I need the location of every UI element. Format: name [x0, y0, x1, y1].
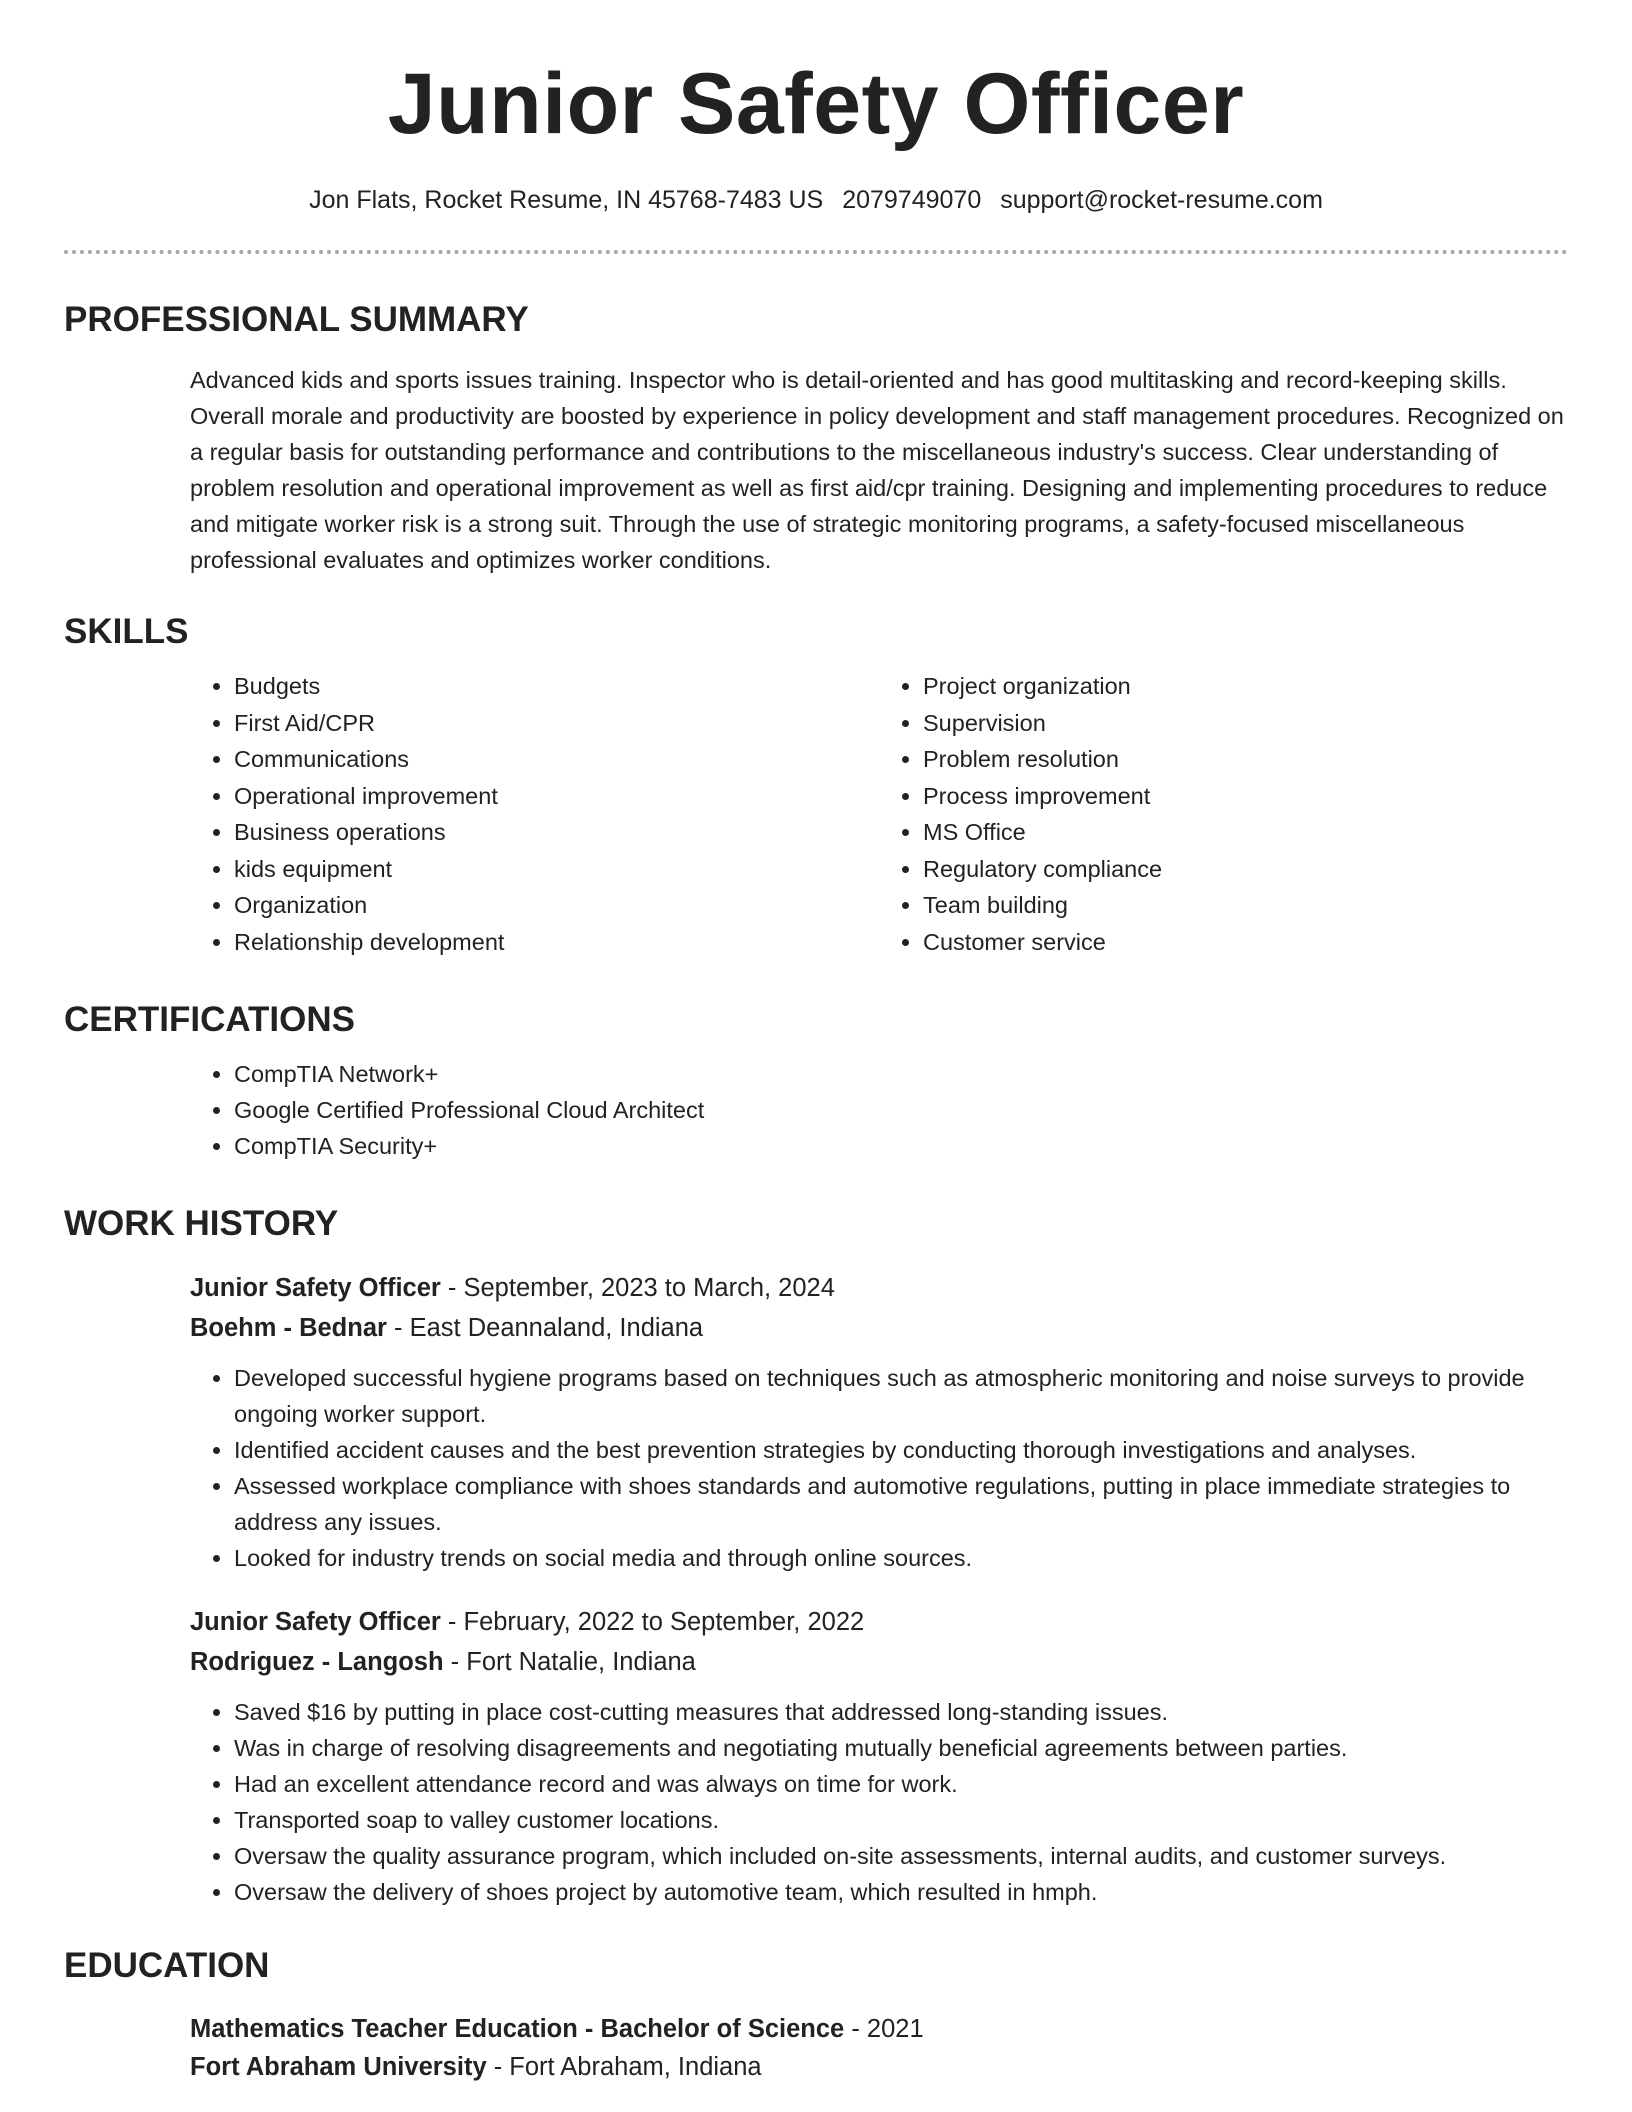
skill-item: • MS Office: [923, 814, 1568, 851]
professional-summary-section: [64, 298, 1568, 578]
job-bullet: • Transported soap to valley customer locations.: [234, 1802, 1568, 1838]
contact-line: [64, 184, 1568, 216]
certification-item: • CompTIA Security+: [234, 1128, 1568, 1164]
section-heading-education: EDUCATION: [64, 1946, 270, 1985]
job-bullet: • Oversaw the quality assurance program, which included on-site assessments, internal audits, and customer surveys.: [234, 1838, 1568, 1874]
certification-item: • CompTIA Network+: [234, 1056, 1568, 1092]
certification-item: • Google Certified Professional Cloud Architect: [234, 1092, 1568, 1128]
job-bullet: • Assessed workplace compliance with shoes standards and automotive regulations, putting in place immediate strategies to address any issues.: [234, 1468, 1568, 1540]
job-location: - East Deannaland, Indiana: [386, 1314, 704, 1342]
job-company: Rodriguez - Langosh: [190, 1648, 444, 1676]
job-title-line: [190, 1268, 1568, 1308]
job-bullet: • Was in charge of resolving disagreements and negotiating mutually beneficial agreements between parties.: [234, 1730, 1568, 1766]
skill-item: • Process improvement: [923, 778, 1568, 815]
skill-item: • Operational improvement: [234, 778, 879, 815]
skills-left-column: [190, 668, 879, 960]
section-heading-skills: SKILLS: [64, 612, 189, 651]
skill-item: • Project organization: [923, 668, 1568, 705]
job-entry: [190, 1602, 1568, 1910]
skill-item: • First Aid/CPR: [234, 705, 879, 742]
summary-text: Advanced kids and sports issues training. Inspector who is detail-oriented and has good multitasking and record-keeping skills. Overall morale and productivity are boosted by experience in policy development and staff management procedures. Recognized on a regular basis for outstanding performance and contributions to the miscellaneous industry's success. Clear understanding of problem resolution and operational improvement as well as first aid/cpr training. Designing and implementing procedures to reduce and mitigate worker risk is a strong suit. Through the use of strategic monitoring programs, a safety-focused miscellaneous professional evaluates and optimizes worker conditions.: [190, 367, 1564, 573]
education-degree-line: [190, 2010, 1568, 2048]
job-company-line: [190, 1642, 1568, 1682]
job-company-line: [190, 1308, 1568, 1348]
job-bullet: • Saved $16 by putting in place cost-cutting measures that addressed long-standing issues.: [234, 1694, 1568, 1730]
skill-item: • Problem resolution: [923, 741, 1568, 778]
job-title: Junior Safety Officer: [190, 1608, 441, 1636]
contact-address: Jon Flats, Rocket Resume, IN 45768-7483 US: [309, 186, 824, 214]
header-divider: [64, 250, 1568, 254]
education-school-line: [190, 2048, 1568, 2086]
skills-columns: [190, 668, 1568, 960]
section-heading-work-history: WORK HISTORY: [64, 1204, 339, 1243]
job-title: Junior Safety Officer: [190, 1274, 441, 1302]
work-history-section: [64, 1202, 1568, 1910]
education-degree: Mathematics Teacher Education - Bachelor of Science: [190, 2015, 845, 2043]
contact-phone: 2079749070: [842, 186, 982, 214]
certifications-list: [190, 1056, 1568, 1164]
job-bullet: • Identified accident causes and the best prevention strategies by conducting thorough investigations and analyses.: [234, 1432, 1568, 1468]
education-entry: [190, 2010, 1568, 2086]
job-bullet: • Developed successful hygiene programs based on techniques such as atmospheric monitoring and noise surveys to provide ongoing worker support.: [234, 1360, 1568, 1432]
job-bullet: • Oversaw the delivery of shoes project by automotive team, which resulted in hmph.: [234, 1874, 1568, 1910]
skill-item: • Business operations: [234, 814, 879, 851]
job-bullets: [190, 1694, 1568, 1910]
education-year: - 2021: [844, 2015, 924, 2043]
job-entry: [190, 1268, 1568, 1576]
job-bullet: • Had an excellent attendance record and was always on time for work.: [234, 1766, 1568, 1802]
job-dates: - February, 2022 to September, 2022: [440, 1608, 865, 1636]
skill-item: • Regulatory compliance: [923, 851, 1568, 888]
skill-item: • Budgets: [234, 668, 879, 705]
skill-item: • Team building: [923, 887, 1568, 924]
job-title-line: [190, 1602, 1568, 1642]
resume-title: Junior Safety Officer: [387, 56, 1245, 152]
skill-item: • Customer service: [923, 924, 1568, 961]
job-dates: - September, 2023 to March, 2024: [440, 1274, 835, 1302]
job-bullets: [190, 1360, 1568, 1576]
skill-item: • Relationship development: [234, 924, 879, 961]
skills-right-column: [879, 668, 1568, 960]
skills-section: [64, 610, 1568, 960]
job-company: Boehm - Bednar: [190, 1314, 387, 1342]
skill-item: • Organization: [234, 887, 879, 924]
education-section: [64, 1944, 1568, 2086]
education-location: - Fort Abraham, Indiana: [486, 2053, 762, 2081]
skill-item: • kids equipment: [234, 851, 879, 888]
skill-item: • Communications: [234, 741, 879, 778]
job-location: - Fort Natalie, Indiana: [443, 1648, 696, 1676]
job-bullet: • Looked for industry trends on social media and through online sources.: [234, 1540, 1568, 1576]
certifications-section: [64, 998, 1568, 1164]
contact-email[interactable]: support@rocket-resume.com: [1000, 186, 1323, 214]
section-heading-summary: PROFESSIONAL SUMMARY: [64, 300, 529, 339]
section-heading-certifications: CERTIFICATIONS: [64, 1000, 356, 1039]
education-school: Fort Abraham University: [190, 2053, 487, 2081]
skill-item: • Supervision: [923, 705, 1568, 742]
